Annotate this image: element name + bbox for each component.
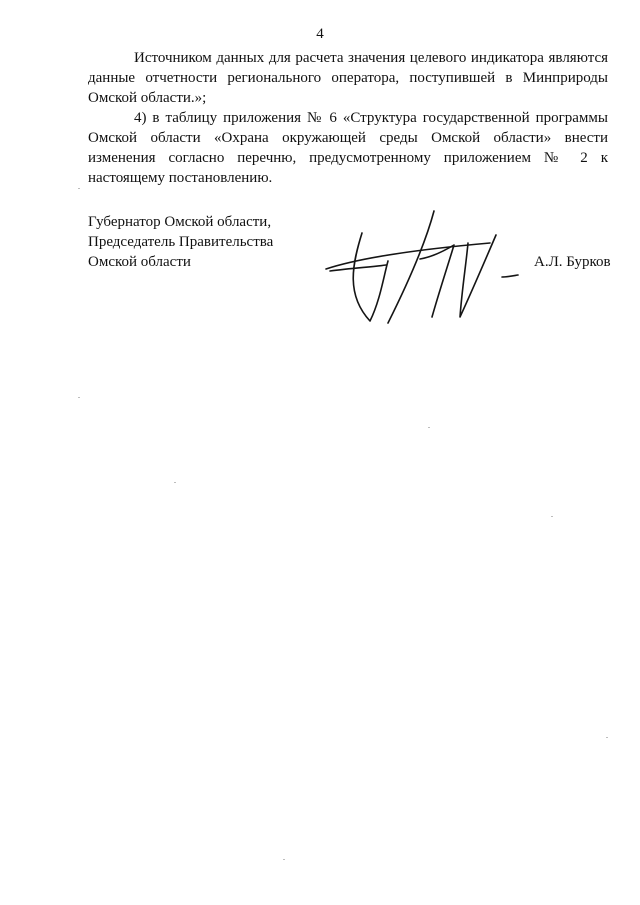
text-line: 4) в таблицу приложения № 6 «Структура государственной программы	[134, 110, 608, 126]
signatory-title-line: Председатель Правительства	[88, 234, 274, 250]
scan-speck	[78, 397, 80, 398]
paragraph-table-amendment	[88, 108, 608, 188]
signer-name: А.Л. Бурков	[534, 254, 611, 270]
scan-speck	[606, 737, 608, 738]
signatory-title-line: Губернатор Омской области,	[88, 214, 272, 230]
text-line: Омской области «Охрана окружающей среды Омской области» внести	[88, 130, 608, 146]
text-line: Минприроды Омской области.»;	[88, 70, 609, 106]
scan-speck	[428, 427, 430, 428]
text-line: Источником данных для расчета значения целевого индикатора	[134, 50, 544, 66]
scan-speck	[283, 859, 285, 860]
scan-speck	[78, 188, 80, 189]
text-line: являются данные отчетности регионального оператора, поступившей в	[88, 50, 609, 86]
handwritten-signature	[322, 205, 522, 330]
signatory-title-line: Омской области	[88, 254, 191, 270]
paragraph-data-source	[88, 48, 608, 108]
page-number: 4	[316, 26, 324, 42]
text-line: изменения согласно перечню, предусмотренному приложением № 2	[88, 150, 588, 166]
scan-speck	[551, 516, 553, 517]
text-line: к настоящему постановлению.	[88, 150, 609, 186]
document-body	[88, 48, 608, 188]
scan-speck	[174, 482, 176, 483]
signatory-title	[88, 212, 273, 272]
